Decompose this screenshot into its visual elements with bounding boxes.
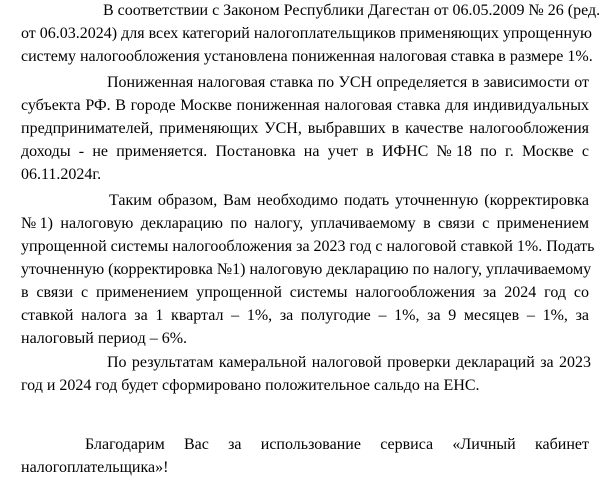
text-line: уточненную (корректировка №1) налоговую декларацию по налогу, уплачиваемому <box>21 261 592 278</box>
text-line: в связи с применением упрощенной системы налогообложения за 2024 год со <box>21 284 589 301</box>
text-line: доходы - не применяется. Постановка на учет в ИФНС №18 по г. Москве с <box>21 143 589 160</box>
text-line: субъекта РФ. В городе Москве пониженная налоговая ставка для индивидуальных <box>21 97 589 114</box>
text-line: предпринимателей, применяющих УСН, выбравших в качестве налогообложения <box>21 120 589 137</box>
text-line: от 06.03.2024) для всех категорий налогоплательщиков применяющих упрощенную <box>21 25 592 42</box>
text-line: год и 2024 год будет сформировано положительное сальдо на ЕНС. <box>21 377 480 394</box>
text-line: Таким образом, Вам необходимо подать уточненную (корректировка <box>109 192 589 209</box>
text-line: упрощенной системы налогообложения за 2023 год с налоговой ставкой 1%. Подать <box>21 238 595 255</box>
text-line: 06.11.2024г. <box>21 166 102 183</box>
text-line: налогоплательщика»! <box>21 459 169 476</box>
text-line: ставкой налога за 1 квартал – 1%, за полугодие – 1%, за 9 месяцев – 1%, за <box>21 307 589 324</box>
text-line: Пониженная налоговая ставка по УСН определяется в зависимости от <box>107 74 589 91</box>
text-line: В соответствии с Законом Республики Дагестан от 06.05.2009 № 26 (ред. <box>103 2 601 19</box>
text-line: систему налогообложения установлена пониженная налоговая ставка в размере 1%. <box>21 48 593 65</box>
text-line: По результатам камеральной налоговой проверки деклараций за 2023 <box>107 354 591 371</box>
text-line: №1) налоговую декларацию по налогу, уплачиваемому в связи с применением <box>21 215 589 232</box>
text-line: Благодарим Вас за использование сервиса «Личный кабинет <box>85 436 589 453</box>
text-line: налоговый период – 6%. <box>21 330 188 347</box>
